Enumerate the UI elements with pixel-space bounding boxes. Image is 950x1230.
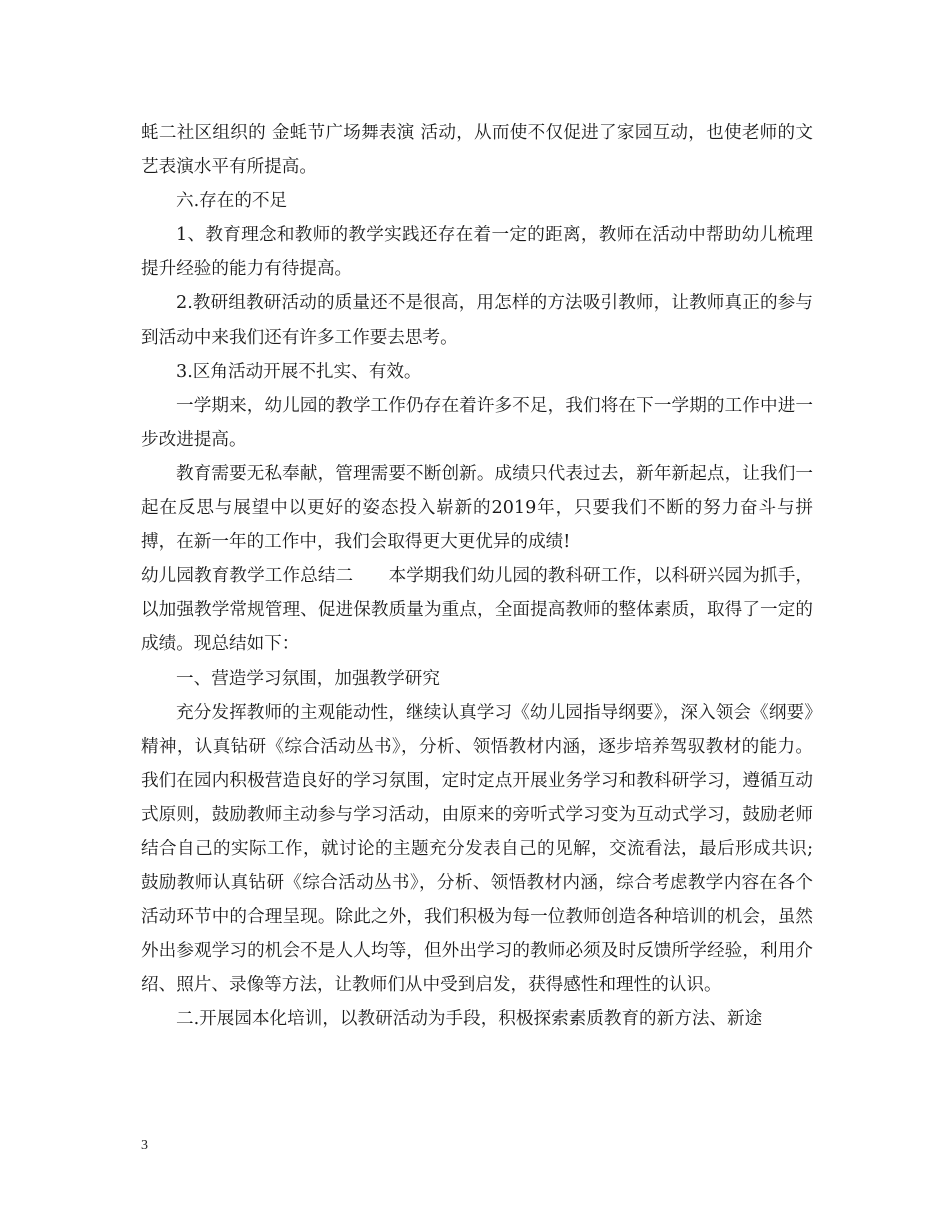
- list-item-2: 2.教研组教研活动的质量还不是很高，用怎样的方法吸引教师，让教师真正的参与到活动中来我们还有许多工作要去思考。: [141, 293, 813, 348]
- paragraph-closing: 教育需要无私奉献，管理需要不断创新。成绩只代表过去，新年新起点，让我们一起在反思与展望中以更好的姿态投入崭新的2019年，只要我们不断的努力奋斗与拼搏，在新一年的工作中，我们会取得更大更优异的成绩!: [141, 463, 813, 553]
- list-item-1: 1、教育理念和教师的教学实践还存在着一定的距离，教师在活动中帮助幼儿梳理提升经验的能力有待提高。: [141, 225, 813, 280]
- list-item-3: 3.区角活动开展不扎实、有效。: [176, 361, 422, 382]
- page-number: 3: [141, 1138, 148, 1153]
- section-title-summary-two: 幼儿园教育教学工作总结二 本学期我们幼儿园的教科研工作，以科研兴园为抓手，以加强教学常规管理、促进保教质量为重点，全面提高教师的整体素质，取得了一定的成绩。现总结如下：: [141, 566, 813, 655]
- paragraph-continuation: 蚝二社区组织的 金蚝节广场舞表演 活动，从而使不仅促进了家园互动，也使老师的文艺表演水平有所提高。: [141, 123, 813, 178]
- paragraph-semester-summary: 一学期来，幼儿园的教学工作仍存在着许多不足，我们将在下一学期的工作中进一步改进提高。: [141, 395, 813, 450]
- paragraph-learning-details: 充分发挥教师的主观能动性，继续认真学习《幼儿园指导纲要》，深入领会《纲要》精神，认真钻研《综合活动丛书》，分析、领悟教材内涵，逐步培养驾驭教材的能力。我们在园内积极营造良好的学习氛围，定时定点开展业务学习和教科研学习，遵循互动式原则，鼓励教师主动参与学习活动，由原来的旁听式学习变为互动式学习，鼓励老师结合自己的实际工作，就讨论的主题充分发表自己的见解，交流看法，最后形成共识;鼓励教师认真钻研《综合活动丛书》，分析、领悟教材内涵，综合考虑教学内容在各个活动环节中的合理呈现。除此之外，我们积极为每一位教师创造各种培训的机会，虽然外出参观学习的机会不是人人均等，但外出学习的教师必须及时反馈所学经验，利用介绍、照片、录像等方法，让教师们从中受到启发，获得感性和理性的认识。: [141, 702, 813, 996]
- document-body: [141, 116, 813, 1037]
- section-heading-learning: 一、营造学习氛围，加强教学研究: [176, 668, 440, 689]
- section-heading-training: 二.开展园本化培训，以教研活动为手段，积极探索素质教育的新方法、新途: [176, 1009, 763, 1030]
- section-heading-shortcomings: 六.存在的不足: [176, 191, 288, 212]
